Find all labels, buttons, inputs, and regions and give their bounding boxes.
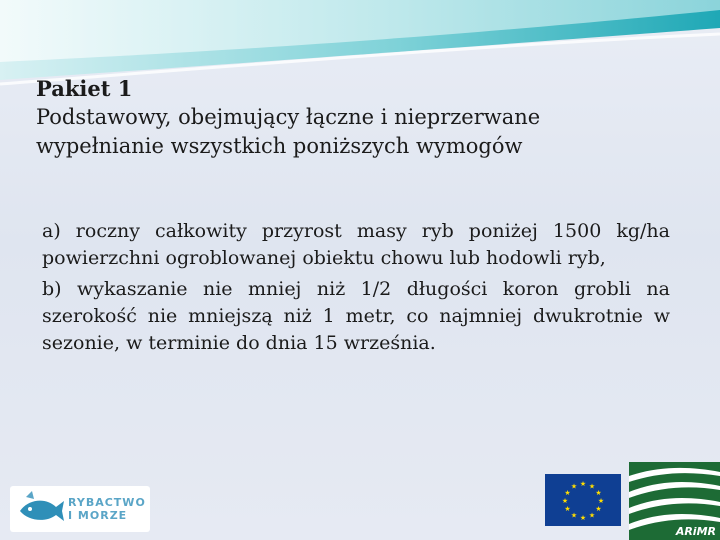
svg-text:★: ★: [595, 505, 602, 513]
subtitle-line-1: Podstawowy, obejmujący łączne i nieprzerwane: [36, 105, 541, 129]
svg-text:★: ★: [588, 511, 596, 520]
slide-title: Pakiet 1: [36, 76, 133, 101]
eu-flag-icon: [545, 474, 621, 526]
slide-heading: [36, 74, 676, 161]
svg-text:★: ★: [579, 480, 587, 488]
rybactwo-line-1: RYBACTWO: [68, 496, 146, 509]
arimr-logo: [629, 462, 720, 540]
rybactwo-logo-text: [68, 496, 146, 522]
rybactwo-line-2: I MORZE: [68, 509, 128, 522]
svg-text:★: ★: [564, 505, 571, 513]
eu-stars: [545, 474, 621, 526]
svg-text:★: ★: [564, 489, 571, 497]
requirements-list: [42, 218, 670, 361]
subtitle-line-2: wypełnianie wszystkich poniższych wymogów: [36, 134, 523, 158]
requirement-b: b) wykaszanie nie mniej niż 1/2 długości koron grobli na szerokość nie mniejszą niż 1 metr, co najmniej dwukrotnie w sezonie, w terminie do dnia 15 września.: [42, 278, 670, 354]
svg-text:★: ★: [588, 482, 596, 491]
svg-text:★: ★: [570, 482, 578, 491]
svg-text:★: ★: [561, 497, 569, 505]
svg-text:★: ★: [595, 489, 602, 497]
fish-icon: [16, 489, 66, 529]
svg-text:★: ★: [579, 514, 587, 522]
svg-text:★: ★: [570, 511, 578, 520]
rybactwo-i-morze-logo: [10, 486, 150, 532]
requirement-a: a) roczny całkowity przyrost masy ryb poniżej 1500 kg/ha powierzchni ogroblowanej obiektu chowu lub hodowli ryb,: [42, 220, 670, 269]
arimr-logo-text: ARiMR: [675, 525, 716, 538]
svg-text:★: ★: [597, 497, 605, 505]
